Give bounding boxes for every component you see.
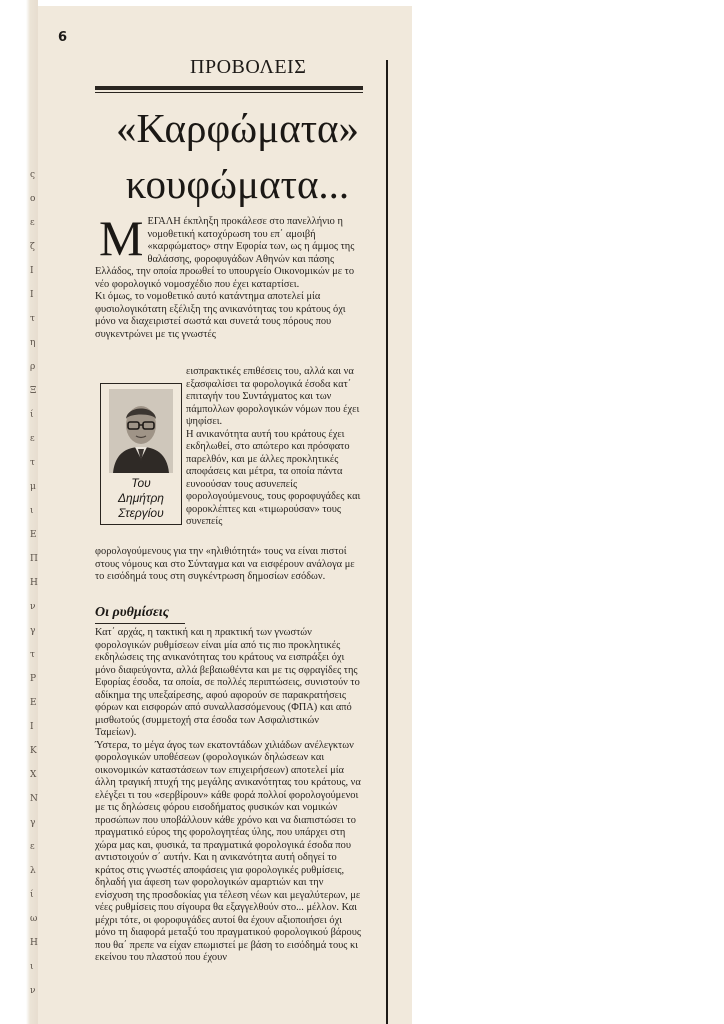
byline-line-1: Του [131,476,151,490]
section-rule [95,86,363,90]
headline-line-1: «Καρφώματα» [115,105,360,151]
margin-fragment: ζ [30,242,35,252]
intro-paragraph-2: Κι όμως, το νομοθετικό αυτό κατάντημα αποτελεί μία φυσιολογικότατη εξέλιξη της ανικανότητας του κράτους όχι μόνο να διαχειριστεί σωστά και συνετά τους πόρους που συγκεντρώνει με τις γνωστές [95,291,346,340]
margin-fragment: ί [30,410,34,420]
section-2-paragraph-1: Κατ΄ αρχάς, η τακτική και η πρακτική των γνωστών φορολογικών ρυθμίσεων είναι μία από τις πιο προκλητικές εκδηλώσεις της ανικανότητας του κράτους να εισπράξει όχι μόνο διαφεύγοντα, αλλά βεβαιωθέντα και με τις σφραγίδες της Εφορίας έσοδα, τα οποία, σε πολλές περιπτώσεις, συνιστούν το αδίκημα της υπεξαίρεσης, αφού αφορούν σε παρακρατήσεις φόρων και εισφορών από συναλλασσόμενους (ΦΠΑ) και από μισθωτούς (συμμετοχή στα έσοδα των Ασφαλιστικών Ταμείων). [95,627,360,738]
margin-fragment: ω [30,914,38,924]
margin-fragment: Η [30,938,38,948]
margin-fragment: γ [30,626,36,636]
margin-fragment: τ [30,314,35,324]
margin-fragment: ν [30,986,36,996]
section-title: ΠΡΟΒΟΛΕΙΣ [190,56,307,78]
margin-fragment: ρ [30,362,36,372]
byline [101,476,181,521]
margin-fragment: ε [30,434,35,444]
subheading-underline [95,623,185,624]
margin-fragment: τ [30,458,35,468]
margin-fragment: ς [30,170,36,180]
margin-fragment: ν [30,602,36,612]
section-rule-thin [95,92,363,93]
margin-fragment: Κ [30,746,37,756]
margin-fragment: ι [30,506,34,516]
intro-text: ΕΓΑΛΗ έκπληξη προκάλεσε στο πανελλήνιο η νομοθετική κατοχύρωση του επ΄ αμοιβή «καρφώματος» στην Εφορία των, ως η άμμος της θαλάσσης, φοροφυγάδων Αθηνών και πάσης Ελλάδος, την οποία προωθεί το υπουργείο Οικονομικών με το νέο φορολογικό νομοσχέδιο που έχει καταρτίσει. [95,216,355,290]
subheading: Οι ρυθμίσεις [95,605,169,620]
drop-cap: Μ [99,210,144,266]
author-box [100,383,182,525]
paragraph-3-continued [95,546,361,584]
margin-fragment: Χ [30,770,37,780]
margin-fragment: λ [30,866,36,876]
page-number: 6 [58,30,68,45]
author-photo [109,389,173,473]
margin-fragment: ί [30,890,34,900]
margin-fragment: ι [30,962,34,972]
margin-fragment: Ι [30,722,34,732]
margin-fragment: Ι [30,266,34,276]
section-2-body [95,627,361,965]
paragraph-3: Η ανικανότητα αυτή του κράτους έχει εκδηλωθεί, στο απώτερο και πρόσφατο παρελθόν, και με άλλες προκλητικές αποφάσεις και μέτρα, τα οποία πάντα ευνοούσαν τους ασυνεπείς φορολογούμενους, τους φοροφυγάδες και φοροκλέπτες και «τιμωρούσαν» τους συνεπείς [186,428,361,527]
intro-paragraph [95,210,361,341]
paragraph-2-continued: εισπρακτικές επιθέσεις του, αλλά και να εξασφαλίσει τα φορολογικά έσοδα κατ΄ επιταγήν του Συντάγματος και των πάμπολλων φορολογικών νόμων που έχει ψηφίσει. [186,366,360,427]
margin-fragment: E [30,530,37,540]
margin-fragment: η [30,338,36,348]
author-portrait-icon [109,389,173,473]
margin-fragment: ε [30,842,35,852]
margin-fragment: ο [30,194,36,204]
section-2-paragraph-2: Ύστερα, το μέγα άγος των εκατοντάδων χιλιάδων ανέλεγκτων φορολογικών υποθέσεων (φορολογικών δηλώσεων και οικονομικών καταστάσεων των επιχειρήσεων) αποτελεί μία άλλη τραγική πτυχή της μεγάλης ανικανότητας του κράτους, να ελέγξει τι του «σερβίρουν» κάθε φορά πολλοί φορολογούμενοι με τις δηλώσεις φόρου εισοδήματος φυσικών και νομικών προσώπων που υποβάλλουν κάθε χρόνο και να διαπιστώσει το πραγματικό εύρος της φορολογητέας ύλης, που υπάρχει στη χώρα μας και, φυσικά, τα πραγματικά φορολογικά έσοδα που αντιστοιχούν σ΄ αυτήν. Και η ανικανότητα αυτή οδηγεί το κράτος στις γνωστές αποφάσεις για φορολογικές ρυθμίσεις, δηλαδή για άφεση των φορολογικών αμαρτιών και την ενίσχυση της προσδοκίας για τέλεση νέων και μεγαλύτερων, με νέες ρυθμίσεις που σίγουρα θα εξαγγελθούν στο... μέλλον. Και μέχρι τότε, οι φοροφυγάδες αυτοί θα έχουν αξιοποιήσει όχι μόνο τη διαφορά μεταξύ του πραγματικού φορολογικού βάρους που θα΄ πρεπε να είχαν επωμιστεί με βάση το εισόδημά τους κι εκείνου του πλαστού που έχουν [95,739,361,963]
margin-fragment: Ξ [30,386,37,396]
column-divider [386,60,388,1024]
byline-line-2: Δημήτρη [118,491,164,505]
margin-fragment: γ [30,818,36,828]
paragraph-3-cont-text: φορολογούμενους για την «ηλιθιότητά» τους να είναι πιστοί στους νόμους και στο Σύνταγμα και να εισφέρουν ανάλογα με το εισόδημά τους στη συγκέντρωση δημοσίων εσόδων. [95,546,355,582]
byline-line-3: Στεργίου [118,506,164,520]
paragraph-beside-photo [186,366,362,529]
margin-fragment: Ν [30,794,38,804]
margin-fragment: Η [30,578,38,588]
headline-line-2: κουφώματα... [125,161,350,207]
margin-fragment: τ [30,650,35,660]
margin-fragment: Π [30,554,38,564]
margin-fragment: Ι [30,290,34,300]
margin-fragment: μ [30,482,36,492]
margin-fragment: ε [30,218,35,228]
margin-fragment: E [30,698,37,708]
margin-fragment: P [30,674,37,684]
